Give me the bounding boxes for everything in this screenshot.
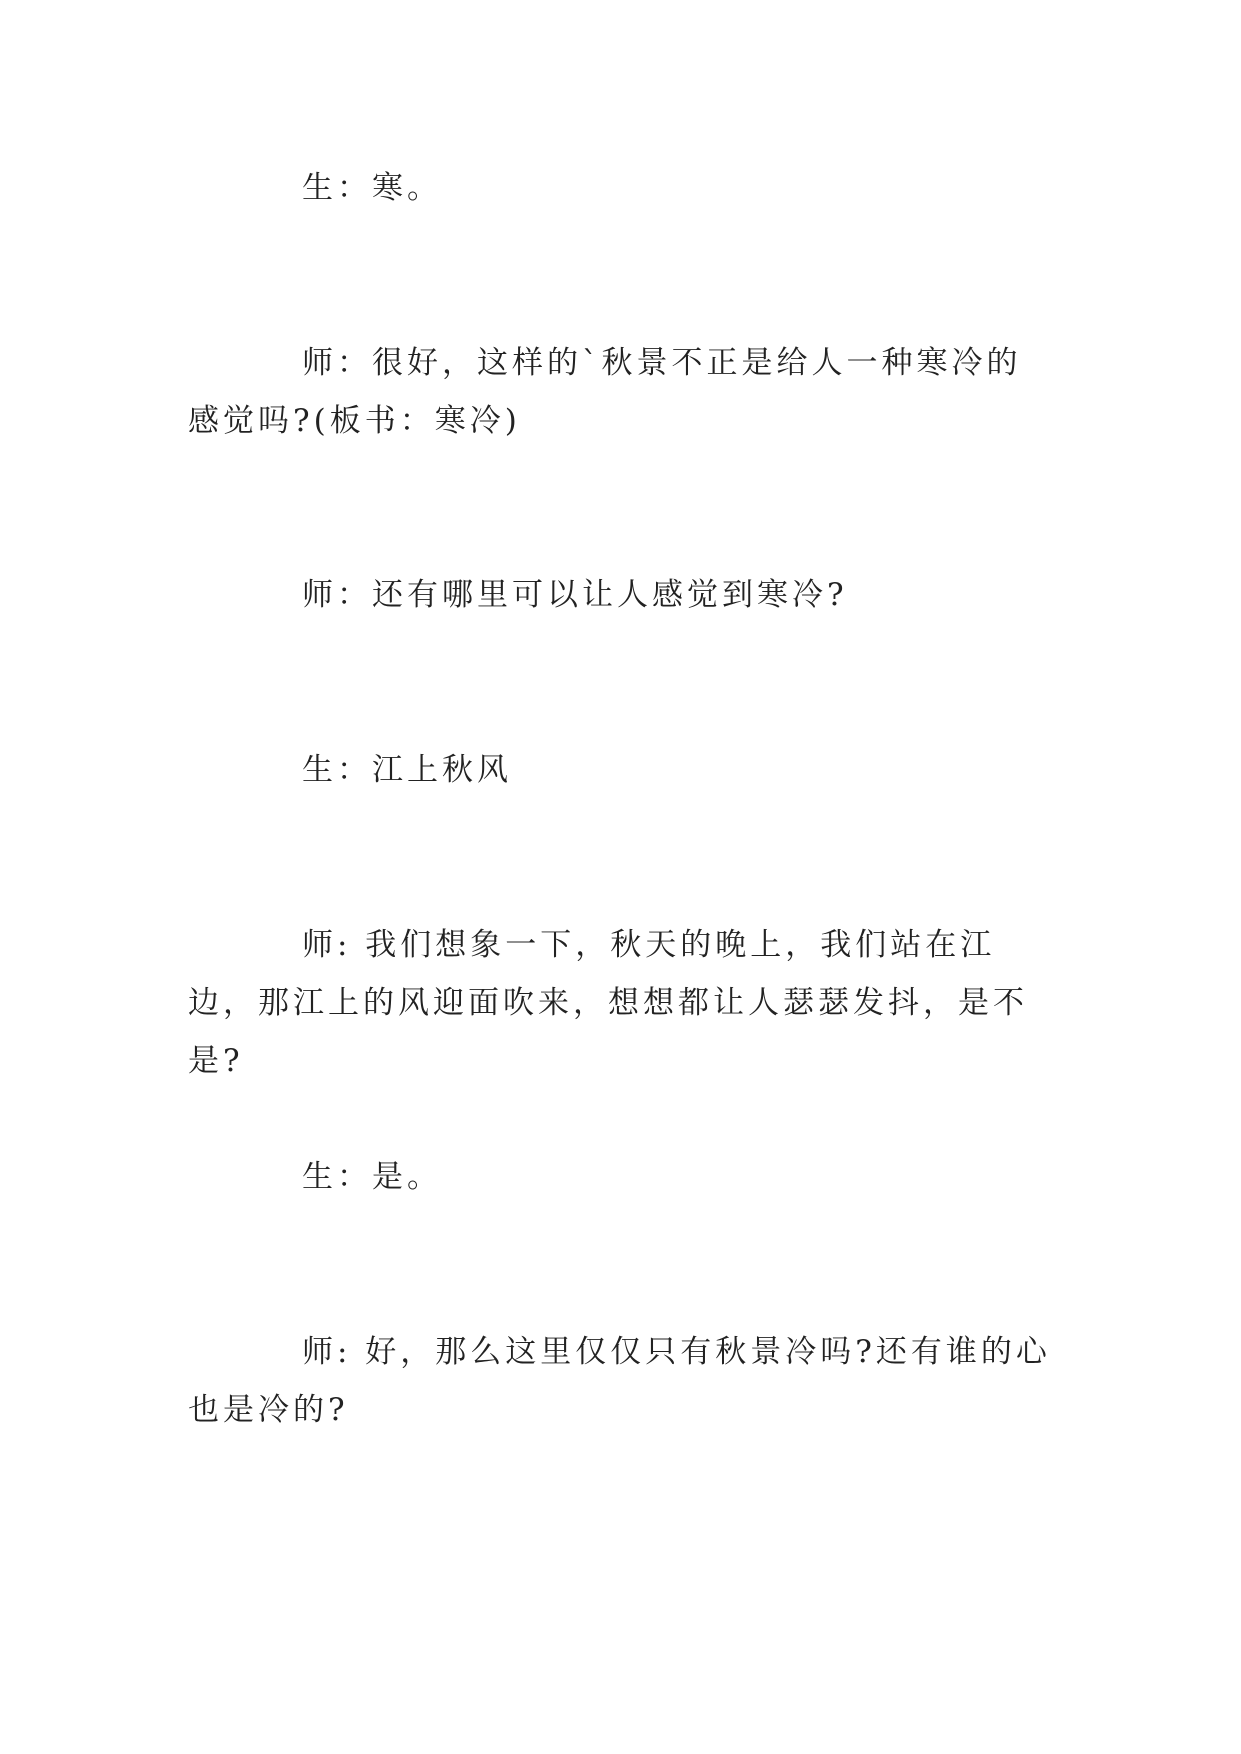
paragraph-student-answer-cold: 生：寒。: [302, 170, 442, 206]
paragraph-teacher-imagine: 师: 我们想象一下，秋天的晚上，我们站在江边，那江上的风迎面吹来，想想都让人瑟瑟发抖，是不是?: [188, 927, 1028, 1079]
paragraph-student-river-wind: 生：江上秋风: [302, 752, 512, 788]
paragraph-teacher-autumn-cold: 师：很好，这样的`秋景不正是给人一种寒冷的感觉吗?(板书：寒冷): [188, 345, 1022, 439]
paragraph-teacher-heart-cold: 师: 好，那么这里仅仅只有秋景冷吗?还有谁的心也是冷的?: [188, 1334, 1051, 1428]
paragraph-teacher-question: 师：还有哪里可以让人感觉到寒冷?: [302, 577, 848, 613]
paragraph-student-yes: 生：是。: [302, 1159, 442, 1195]
